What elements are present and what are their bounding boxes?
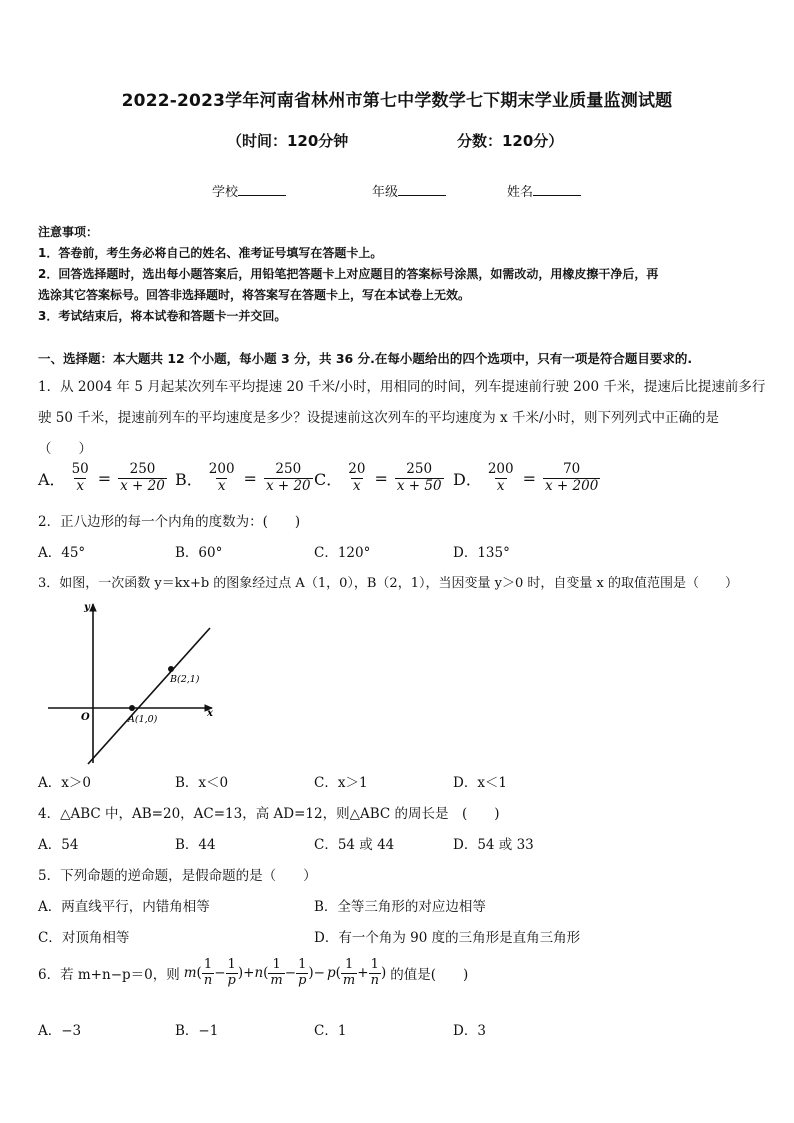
q5-option-d[interactable]: D．有一个角为 90 度的三角形是直角三角形 (314, 930, 581, 946)
q1-c-right-fraction: $\frac{250}{x + 50}$ (396, 461, 442, 494)
name-blank[interactable] (533, 183, 581, 196)
page-title: 2022-2023学年河南省林州市第七中学数学七下期末学业质量监测试题 (121, 91, 673, 111)
q4-option-b[interactable]: B．44 (175, 837, 216, 853)
q1-b-left-fraction: $\frac{200}{x}$ (208, 461, 235, 494)
q1-option-b[interactable]: B． $\frac{200}{x}$ = $\frac{250}{x + 20}$ (175, 461, 311, 494)
q3-option-a[interactable]: A．x＞0 (38, 775, 91, 791)
school-blank[interactable] (238, 183, 286, 196)
q1-a-right-fraction: $\frac{250}{x + 20}$ (120, 461, 165, 494)
q4-stem: 4．△ABC 中，AB=20，AC=13，高 AD=12，则△ABC 的周长是 ( ) (38, 806, 500, 822)
q1-line-2: 驶 50 千米，提速前列车的平均速度是多少？设提速前这次列车的平均速度为 x 千米/小时，则下列列式中正确的是 (38, 410, 720, 426)
notes-heading: 注意事项： (38, 225, 99, 239)
name-field (507, 181, 581, 200)
q5-option-b[interactable]: B．全等三角形的对应边相等 (314, 899, 486, 915)
q3-graph (40, 598, 220, 768)
q1-d-left-fraction: $\frac{200}{x}$ (487, 461, 514, 494)
q3-option-d[interactable]: D．x＜1 (453, 775, 508, 791)
point-b-label: B(2,1) (170, 674, 200, 685)
q3-stem: 3．如图，一次函数 y＝kx+b 的图象经过点 A（1，0），B（2，1），当因变量 y＞0 时，自变量 x 的取值范围是（ ） (38, 576, 738, 591)
q6-suffix: 的值是( ) (390, 967, 469, 984)
name-label: 姓名 (507, 185, 534, 200)
q6-option-d[interactable]: D．3 (453, 1023, 486, 1039)
q5-option-a[interactable]: A．两直线平行，内错角相等 (38, 899, 210, 915)
q6-option-a[interactable]: A．−3 (38, 1023, 82, 1039)
point-a (129, 705, 135, 711)
q4-option-c[interactable]: C．54 或 44 (314, 837, 395, 853)
q3-option-b[interactable]: B．x＜0 (175, 775, 229, 791)
notes-line-2a: 2．回答选择题时，选出每小题答案后，用铅笔把答题卡上对应题目的答案标号涂黑，如需改动，用橡皮擦干净后，再 (38, 267, 659, 281)
q2-option-d[interactable]: D．135° (453, 545, 510, 561)
q5-stem: 5．下列命题的逆命题，是假命题的是（ ） (38, 868, 317, 884)
x-axis-label: x (207, 708, 213, 719)
grade-label: 年级 (372, 185, 399, 200)
q1-b-right-fraction: $\frac{250}{x + 20}$ (265, 461, 311, 494)
grade-field (372, 181, 446, 200)
q1-option-d[interactable]: D． $\frac{200}{x}$ = $\frac{70}{x + 200}$ (453, 461, 599, 494)
q6-prefix: 6．若 m+n−p＝0，则 (38, 967, 180, 984)
q3-option-c[interactable]: C．x＞1 (314, 775, 368, 791)
q1-a-left-fraction: $\frac{50}{x}$ (71, 461, 89, 494)
q5-option-c[interactable]: C．对顶角相等 (38, 930, 130, 946)
q1-paren: （ ） (38, 441, 92, 457)
grade-blank[interactable] (398, 183, 446, 196)
q4-option-a[interactable]: A．54 (38, 837, 79, 853)
q6-option-c[interactable]: C．1 (314, 1023, 347, 1039)
q6-option-b[interactable]: B．−1 (175, 1023, 219, 1039)
q2-option-a[interactable]: A．45° (38, 545, 86, 561)
q1-d-right-fraction: $\frac{70}{x + 200}$ (545, 461, 599, 494)
notes-line-1: 1．答卷前，考生务必将自己的姓名、准考证号填写在答题卡上。 (38, 246, 383, 260)
q2-option-c[interactable]: C．120° (314, 545, 371, 561)
exam-time: （时间：120分钟 (227, 132, 349, 150)
exam-score: 分数：120分） (457, 132, 564, 150)
section-heading: 一、选择题：本大题共 12 个小题，每小题 3 分，共 36 分.在每小题给出的四个选项中，只有一项是符合题目要求的. (38, 351, 693, 366)
q1-option-a[interactable]: A． $\frac{50}{x}$ = $\frac{250}{x + 20}$ (38, 461, 165, 494)
y-axis-label: y (84, 602, 90, 613)
point-a-label: A(1,0) (128, 714, 158, 725)
function-line (88, 628, 210, 764)
school-field (212, 181, 286, 200)
point-b (168, 666, 174, 672)
q1-c-left-fraction: $\frac{20}{x}$ (348, 461, 366, 494)
notes-line-3: 3．考试结束后，将本试卷和答题卡一并交回。 (38, 309, 287, 323)
q2-stem: 2．正八边形的每一个内角的度数为：( ) (38, 514, 301, 530)
origin-label: O (81, 712, 90, 723)
notes-line-2b: 选涂其它答案标号。回答非选择题时，将答案写在答题卡上，写在本试卷上无效。 (38, 288, 471, 302)
school-label: 学校 (212, 185, 239, 200)
q1-option-c[interactable]: C． $\frac{20}{x}$ = $\frac{250}{x + 50}$ (314, 461, 442, 494)
q6-stem: 6．若 m+n−p＝0，则 m ( $\frac{1}{n}$ − $\frac{1}{p}$ )+ n ( $\frac{1}{m}$ − $\frac{1}{p}$ )− p ( $\frac{1}{m}$ + $\frac{1}{n}$ ) 的值是( ) (38, 957, 469, 988)
q2-option-b[interactable]: B．60° (175, 545, 223, 561)
q4-option-d[interactable]: D．54 或 33 (453, 837, 534, 853)
q1-line-1: 1．从 2004 年 5 月起某次列车平均提速 20 千米/小时，用相同的时间，列车提速前行驶 200 千米，提速后比提速前多行 (38, 379, 766, 395)
